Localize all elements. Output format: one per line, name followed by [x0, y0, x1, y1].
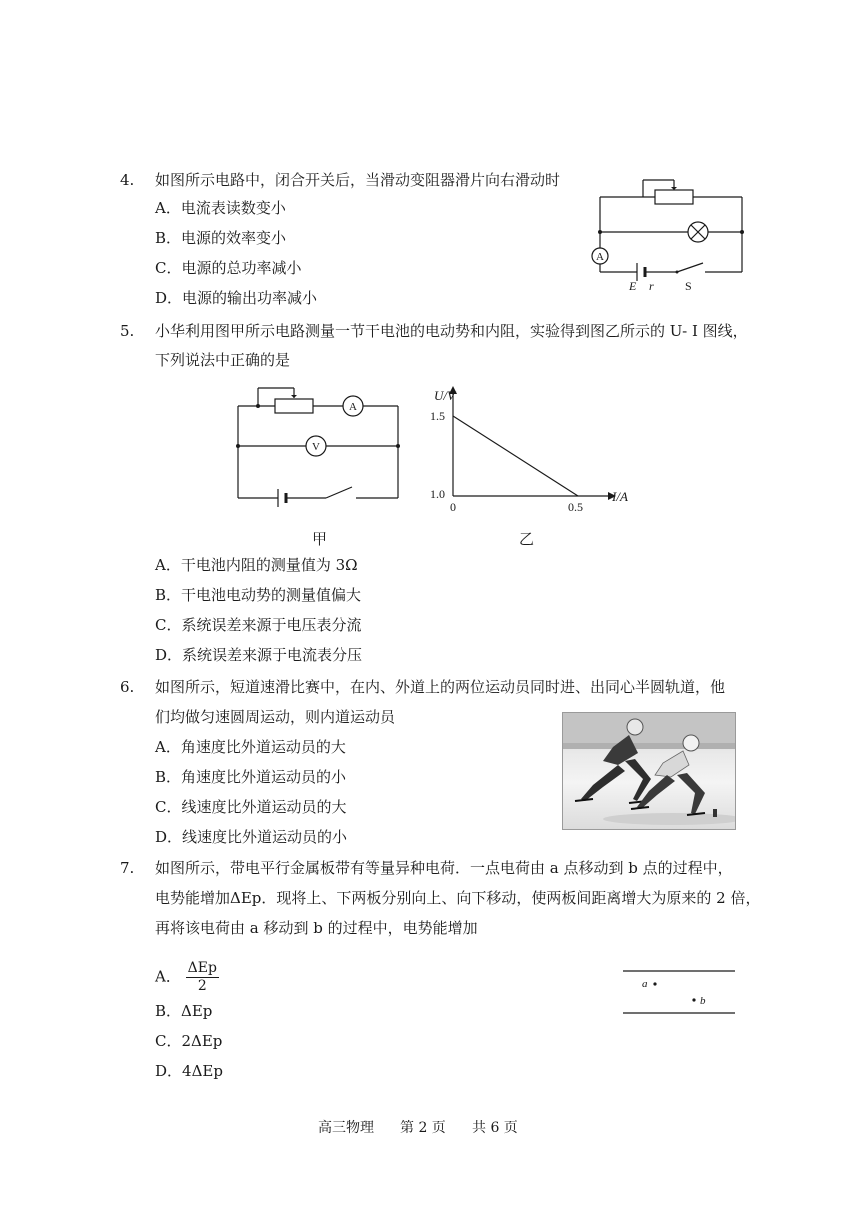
- q5-option-d: D．系统误差来源于电流表分压: [155, 646, 363, 664]
- q7-option-a-label: A．: [155, 967, 181, 986]
- point-a-dot: [653, 982, 656, 985]
- x-tick-label-0: 0: [450, 500, 456, 514]
- q7-option-a: [155, 960, 219, 995]
- q6-option-d: D．线速度比外道运动员的小: [155, 828, 348, 846]
- q4-option-b: B．电源的效率变小: [155, 229, 287, 247]
- q5-caption-a: 甲: [312, 530, 328, 548]
- point-a-label: a: [642, 978, 648, 990]
- q7-option-a-fraction: [186, 960, 219, 995]
- q4-option-d: D．电源的输出功率减小: [155, 289, 318, 307]
- y-tick-label-1.5: 1.5: [430, 409, 445, 423]
- point-b-dot: [692, 998, 695, 1001]
- q6-number: 6.: [120, 678, 135, 696]
- q4-circuit-diagram: [585, 175, 755, 295]
- q4-emf-label: E: [629, 279, 637, 293]
- q6-stem-line-2: 们均做匀速圆周运动，则内道运动员: [155, 708, 396, 726]
- q5-option-a: A．干电池内阻的测量值为 3Ω: [155, 556, 358, 574]
- y-tick-label-1.0: 1.0: [430, 487, 445, 501]
- q4-number: 4.: [120, 171, 135, 189]
- q4-switch-label: S: [685, 279, 692, 293]
- q7-stem-line-3: 再将该电荷由 a 移动到 b 的过程中，电势能增加: [155, 919, 478, 937]
- footer-page: 第 2 页: [400, 1120, 446, 1136]
- q4-option-a: A．电流表读数变小: [155, 199, 286, 217]
- y-axis-label: U/V: [434, 388, 455, 403]
- footer-subject: 高三物理: [318, 1120, 374, 1136]
- q6-option-b: B．角速度比外道运动员的小: [155, 768, 347, 786]
- q7-option-b: B．ΔEp: [155, 1002, 213, 1020]
- q4-ammeter-label: A: [596, 251, 604, 263]
- q6-option-c: C．线速度比外道运动员的大: [155, 798, 347, 816]
- point-b-label: b: [700, 995, 706, 1007]
- footer-total: 共 6 页: [472, 1120, 518, 1136]
- q5-stem-line-2: 下列说法中正确的是: [155, 351, 291, 369]
- q7-option-d: D．4ΔEp: [155, 1062, 223, 1080]
- ui-series-line: [453, 416, 578, 496]
- q4-option-c: C．电源的总功率减小: [155, 259, 302, 277]
- q7-number: 7.: [120, 859, 135, 877]
- q5-stem-line-1: 小华利用图甲所示电路测量一节干电池的电动势和内阻，实验得到图乙所示的 U- I 图线，: [155, 322, 748, 340]
- q5-caption-b: 乙: [519, 530, 535, 548]
- q7-option-c: C．2ΔEp: [155, 1032, 223, 1050]
- q5-ui-graph: [420, 380, 630, 520]
- q5-number: 5.: [120, 322, 135, 340]
- q6-option-a: A．角速度比外道运动员的大: [155, 738, 346, 756]
- q7-stem-line-2: 电势能增加ΔEp．现将上、下两板分别向上、向下移动，使两板间距离增大为原来的 2 倍，: [155, 889, 761, 907]
- speed-skating-photo: [562, 712, 736, 830]
- q4-stem: 如图所示电路中，闭合开关后，当滑动变阻器滑片向右滑动时: [155, 171, 561, 189]
- q5-option-b: B．干电池电动势的测量值偏大: [155, 586, 362, 604]
- q7-option-a-denominator: 2: [197, 978, 207, 994]
- q6-stem-line-1: 如图所示，短道速滑比赛中，在内、外道上的两位运动员同时进、出同心半圆轨道，他: [155, 678, 726, 696]
- q4-r-label: r: [649, 279, 654, 293]
- q5-voltmeter-label: V: [312, 441, 320, 453]
- x-tick-label-0.5: 0.5: [568, 500, 583, 514]
- q7-capacitor-diagram: [620, 965, 740, 1021]
- q7-option-a-numerator: ΔEp: [187, 960, 217, 976]
- q7-stem-line-1: 如图所示，带电平行金属板带有等量异种电荷．一点电荷由 a 点移动到 b 点的过程中，: [155, 859, 733, 877]
- q5-option-c: C．系统误差来源于电压表分流: [155, 616, 362, 634]
- q5-circuit-diagram-a: [230, 380, 410, 510]
- x-axis-label: I/A: [612, 489, 628, 504]
- q5-ammeter-label: A: [349, 401, 357, 413]
